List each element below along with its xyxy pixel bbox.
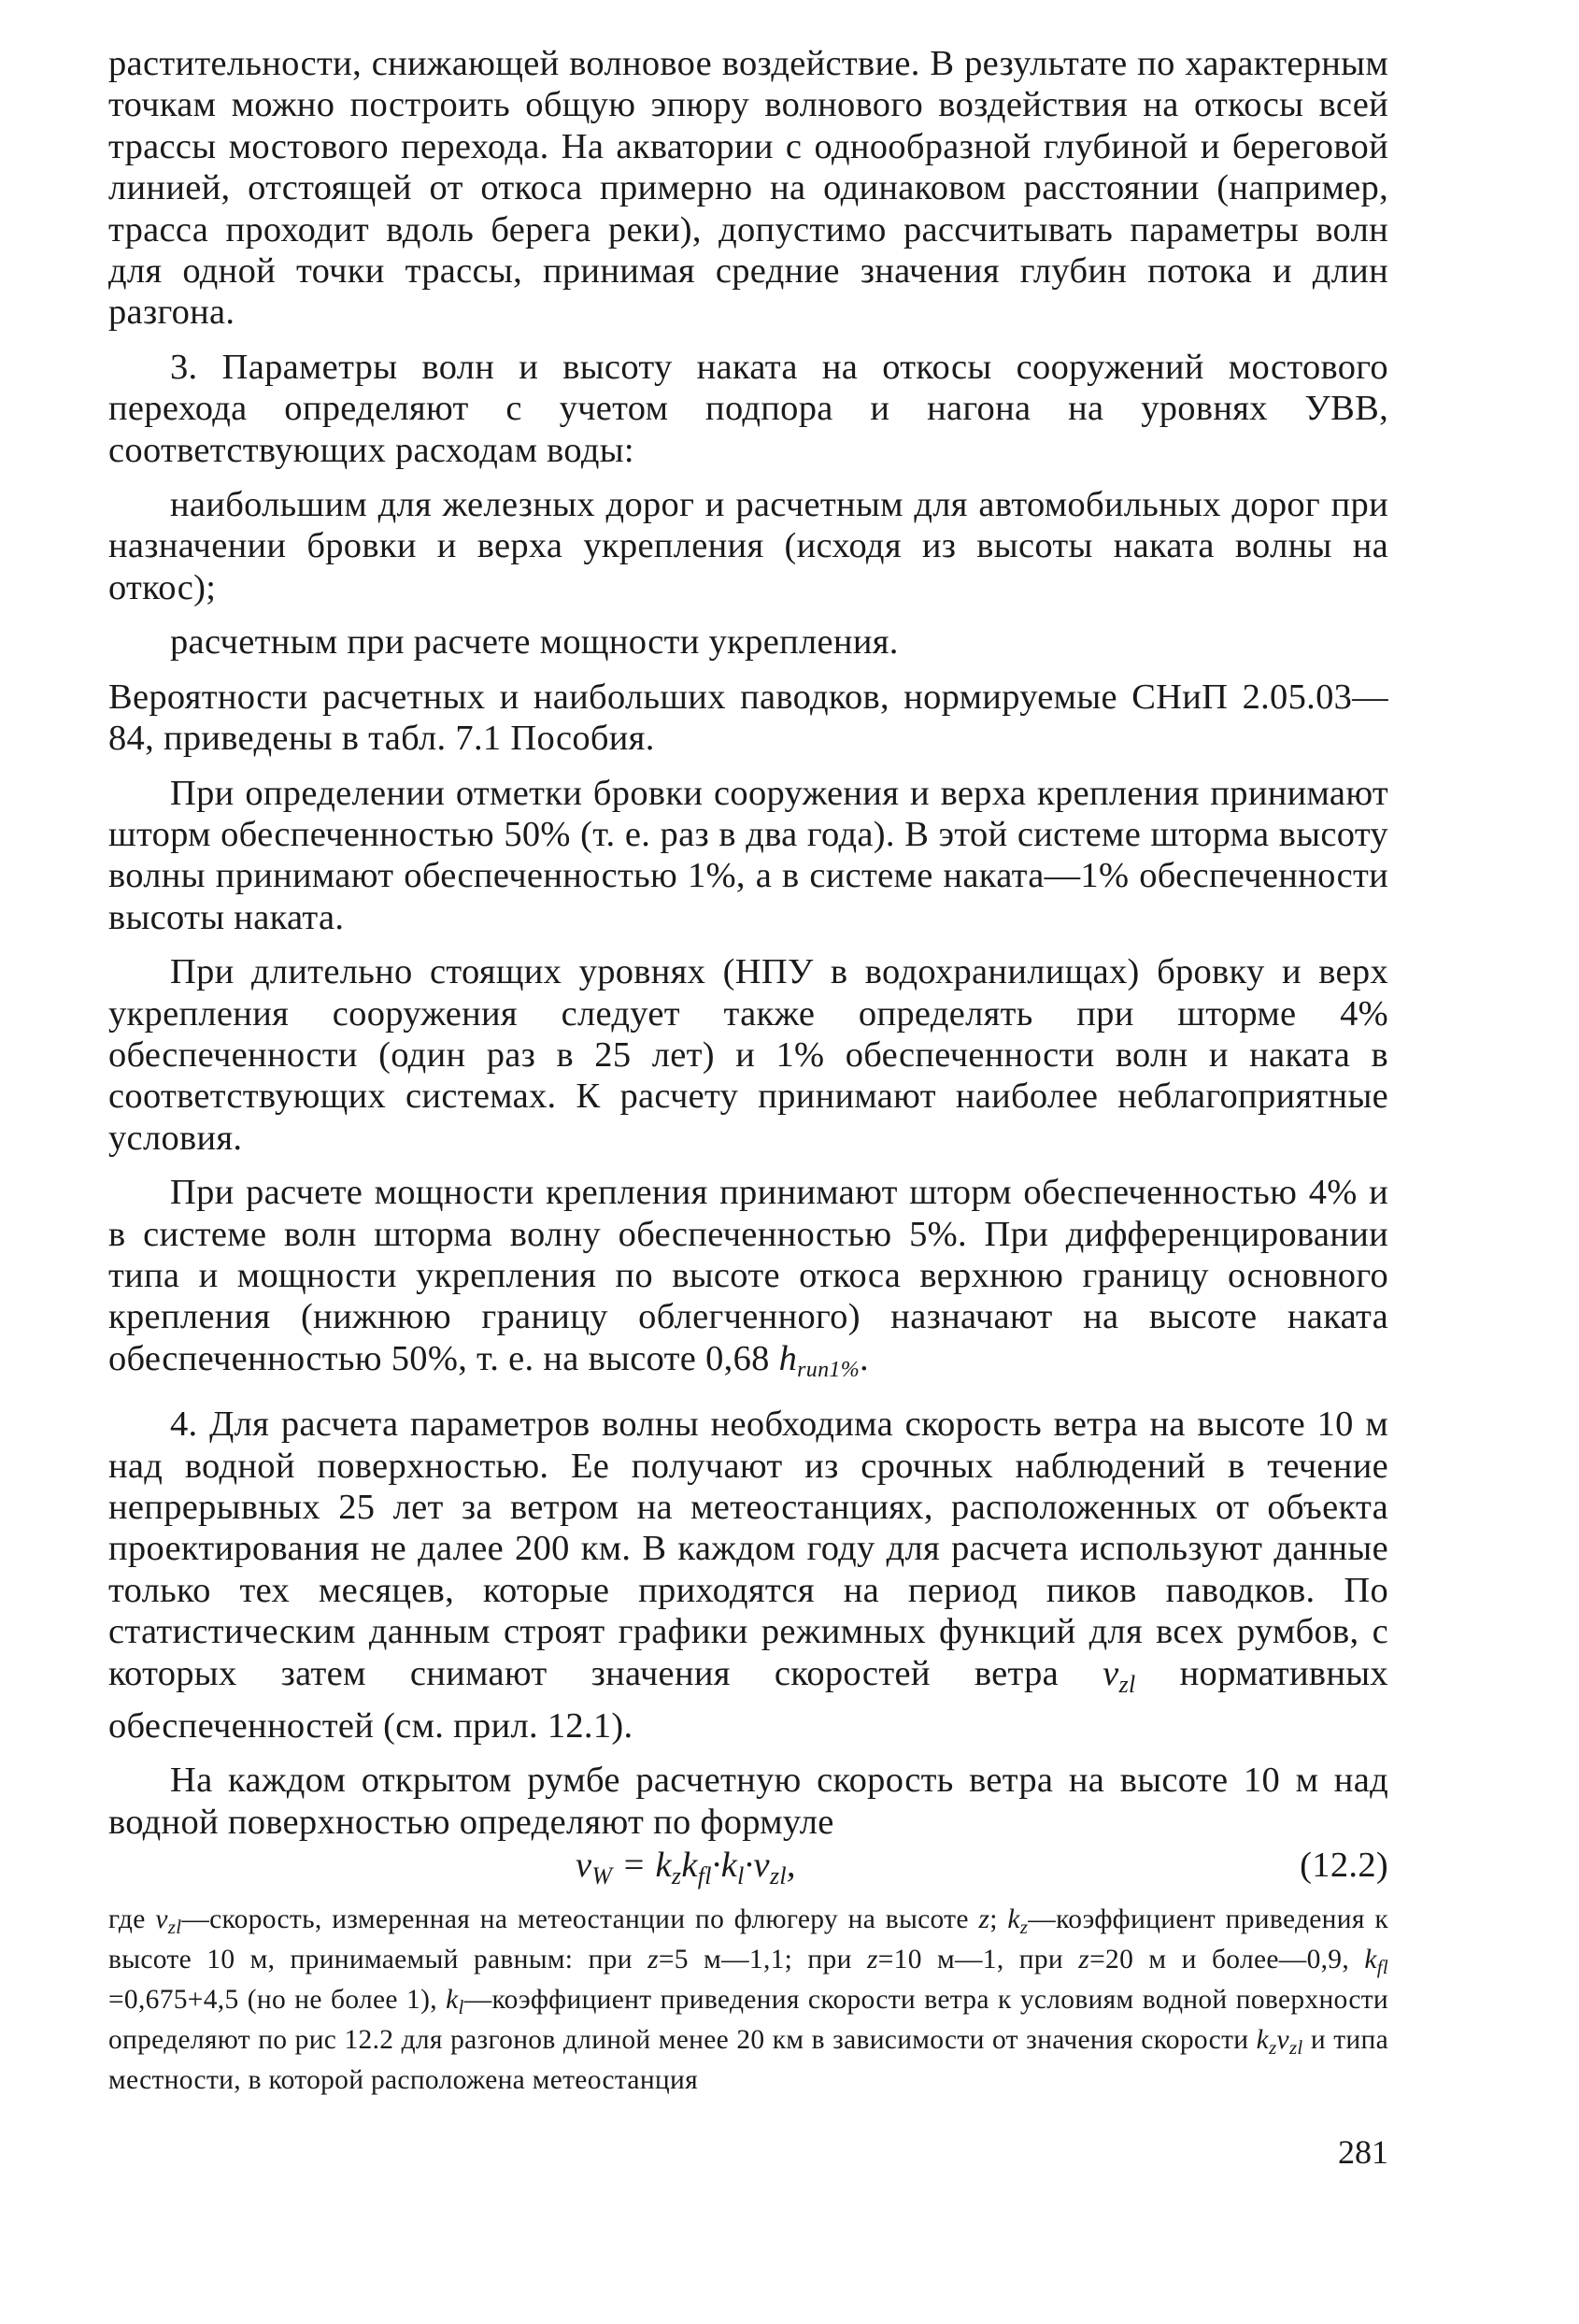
body-text: [108, 43, 1388, 2098]
paragraph-protection-text: При расчете мощности крепления принимают шторм обеспеченностью 4% и в системе волн шторма волну обеспеченностью 5%. При дифференцировании типа и мощности укрепления по высоте откоса верхнюю границу основного крепления (нижнюю границу облегченного) назначают на высоте наката обеспеченностью 50%, т. е. на высоте 0,68: [108, 1173, 1388, 1378]
formula-12-2: $v_W = k_zk_{fl}\cdot k_l\cdot v_{zl}$,: [576, 1846, 796, 1890]
paragraph-continuation: растительности, снижающей волновое воздействие. В результате по характерным точкам можно построить общую эпюру волнового воздействия на откосы всей трассы мостового перехода. На акватории с однообразной глубиной и береговой линией, отстоящей от откоса примерно на одинаковом расстоянии (например, трасса проходит вдоль берега реки), допустимо рассчитывать параметры волн для одной точки трассы, принимая средние значения глубин потока и длин разгона.: [108, 44, 1388, 333]
h-run-symbol: $h_{run1\%}$: [778, 1338, 861, 1382]
paragraph-largest-floods: наибольшим для железных дорог и расчетным для автомобильных дорог при назначении бровки и верха укрепления (исходя из высоты наката волны на откос);: [108, 485, 1388, 607]
paragraph-4-wind-speed: [108, 1404, 1388, 1747]
paragraph-4-text: 4. Для расчета параметров волны необходима скорость ветра на высоте 10 м над водной поверхностью. Ее получают из срочных наблюдений в течение непрерывных 25 лет за ветром на метеостанциях, расположенных от объекта проектирования не далее 200 км. В каждом году для расчета используют данные только тех месяцев, которые приходятся на период пиков паводков. По статистическим данным строят графики режимных функций для всех румбов, с которых затем снимают значения скоростей ветра: [108, 1404, 1388, 1693]
paragraph-design-floods: расчетным при расчете мощности укрепления.: [170, 622, 899, 663]
v-zl-symbol: $v_{zl}$: [1102, 1653, 1136, 1698]
paragraph-probabilities: Вероятности расчетных и наибольших паводков, нормируемые СНиП 2.05.03—84, приведены в табл. 7.1 Пособия.: [108, 677, 1388, 759]
paragraph-3: 3. Параметры волн и высоту наката на откосы сооружений мостового перехода определяют с учетом подпора и нагона на уровнях УВВ, соответствующих расходам воды:: [108, 347, 1388, 470]
paragraph-protection-thickness: При расчете мощности крепления принимают шторм обеспеченностью 4% и в системе волн шторма волну обеспеченностью 5%. При дифференцировании типа и мощности укрепления по высоте откоса верхнюю границу основного крепления (нижнюю границу облегченного) назначают на высоте наката обеспеченностью 50%, т. е. на высоте 0,68 $h_{run1\%}$.: [108, 1173, 1388, 1382]
formula-explanation: где $v_{zl}—скорость$, измеренная на метеостанции по флюгеру на высоте z; $k_z—коэффициент$ приведения к высоте 10 м, принимаемый равным: при z=5 м—1,1; при z=10 м—1, при z=20 м и более—0,9, $k_{fl} =0,675+4,5$ (но не более 1), $k_l—коэффициент$ приведения скорости ветра к условиям водной поверхности определяют по рис 12.2 для разгонов длиной менее 20 км в зависимости от значения скорости $k_zv_{zl}$ и типа местности, в которой расположена метеостанция: [108, 1903, 1389, 2096]
page-number: 281: [1338, 2133, 1388, 2171]
equation-number: (12.2): [1300, 1846, 1388, 1886]
paragraph-crest-elevation: При определении отметки бровки сооружения и верха крепления принимают шторм обеспеченностью 50% (т. е. раз в два года). В этой системе шторма высоту волны принимают обеспеченностью 1%, а в системе наката—1% обеспеченности высоты наката.: [108, 773, 1388, 937]
formula-row: [108, 1845, 1388, 1897]
paragraph-formula-intro: На каждом открытом румбе расчетную скорость ветра на высоте 10 м над водной поверхностью определяют по формуле: [108, 1761, 1388, 1842]
paragraph-4-tail: нормативных обеспеченностей (см. прил. 12.1).: [108, 1653, 1388, 1747]
paragraph-long-standing-levels: При длительно стоящих уровнях (НПУ в водохранилищах) бровку и верх укрепления сооружения следует также определять при шторме 4% обеспеченности (один раз в 25 лет) и 1% обеспеченности волн и наката в соответствующих системах. К расчету принимают наиболее неблагоприятные условия.: [108, 952, 1388, 1158]
